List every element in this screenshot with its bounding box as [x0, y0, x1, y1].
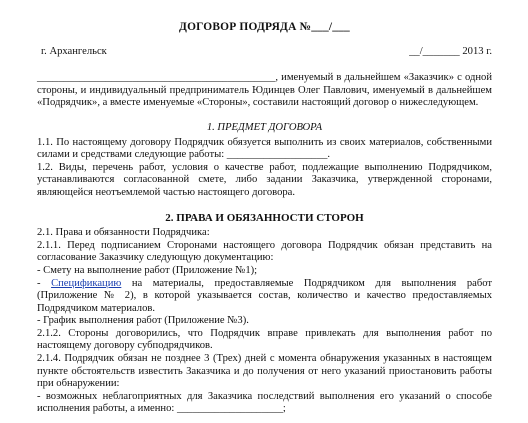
list-item-consequences: - возможных неблагоприятных для Заказчика последствий выполнения его указаний о способе исполнения работы, а именно: ____________________; [37, 390, 492, 415]
intro-paragraph: _____________________________________________, именуемый в дальнейшем «Заказчик» с одной стороны, и индивидуальный предприниматель Юдинцев Олег Павлович, именуемый в дальнейшем «Подрядчик», а вместе именуемые «Стороны», составили настоящий договор о нижеследующем. [37, 72, 492, 109]
list-item-schedule: - График выполнения работ (Приложение №3). [37, 315, 249, 327]
section-1-heading: 1. ПРЕДМЕТ ДОГОВОРА [206, 121, 323, 133]
section-2-heading: 2. ПРАВА И ОБЯЗАННОСТИ СТОРОН [165, 211, 364, 224]
specification-link[interactable]: Спецификацию [51, 277, 122, 289]
clause-2-1: 2.1. Права и обязанности Подрядчика: [37, 227, 210, 239]
clause-2-1-1: 2.1.1. Перед подписанием Сторонами настоящего договора Подрядчик обязан представить на согласование Заказчику следующую документацию: [37, 239, 492, 264]
document-title: ДОГОВОР ПОДРЯДА №___/___ [179, 21, 350, 33]
city-date-row [37, 46, 492, 59]
list-item-specification [37, 278, 492, 316]
clause-2-1-4: 2.1.4. Подрядчик обязан не позднее 3 (Трех) дней с момента обнаружения указанных в настоящем пункте обстоятельств известить Заказчика и до получения от него указаний приостановить работы при обнаружении: [37, 353, 492, 390]
list-item-spec-dash: - [37, 277, 52, 289]
clause-1-2: 1.2. Виды, перечень работ, условия о качестве работ, подлежащие выполнению Подрядчиком, устанавливаются согласованной смете, либо задании Заказчика, утвержденной сторонами, являющейся неотъемлемой частью настоящего договора. [37, 161, 492, 198]
city-label: г. Архангельск [41, 45, 107, 57]
date-label: __/_______ 2013 г. [409, 45, 492, 57]
clause-1-1: 1.1. По настоящему договору Подрядчик обязуется выполнить из своих материалов, собственными силами и средствами следующие работы: ___________________. [37, 136, 492, 161]
list-item-estimate: - Смету на выполнение работ (Приложение №1); [37, 264, 258, 276]
list-item-spec-text: на материалы, предоставляемые Подрядчиком для выполнения работ (Приложение № 2), в которой указывается состав, количество и качество предоставляемых Подрядчиком материалов. [37, 277, 492, 314]
clause-2-1-2: 2.1.2. Стороны договорились, что Подрядчик вправе привлекать для выполнения работ по настоящему договору субподрядчиков. [37, 327, 492, 352]
